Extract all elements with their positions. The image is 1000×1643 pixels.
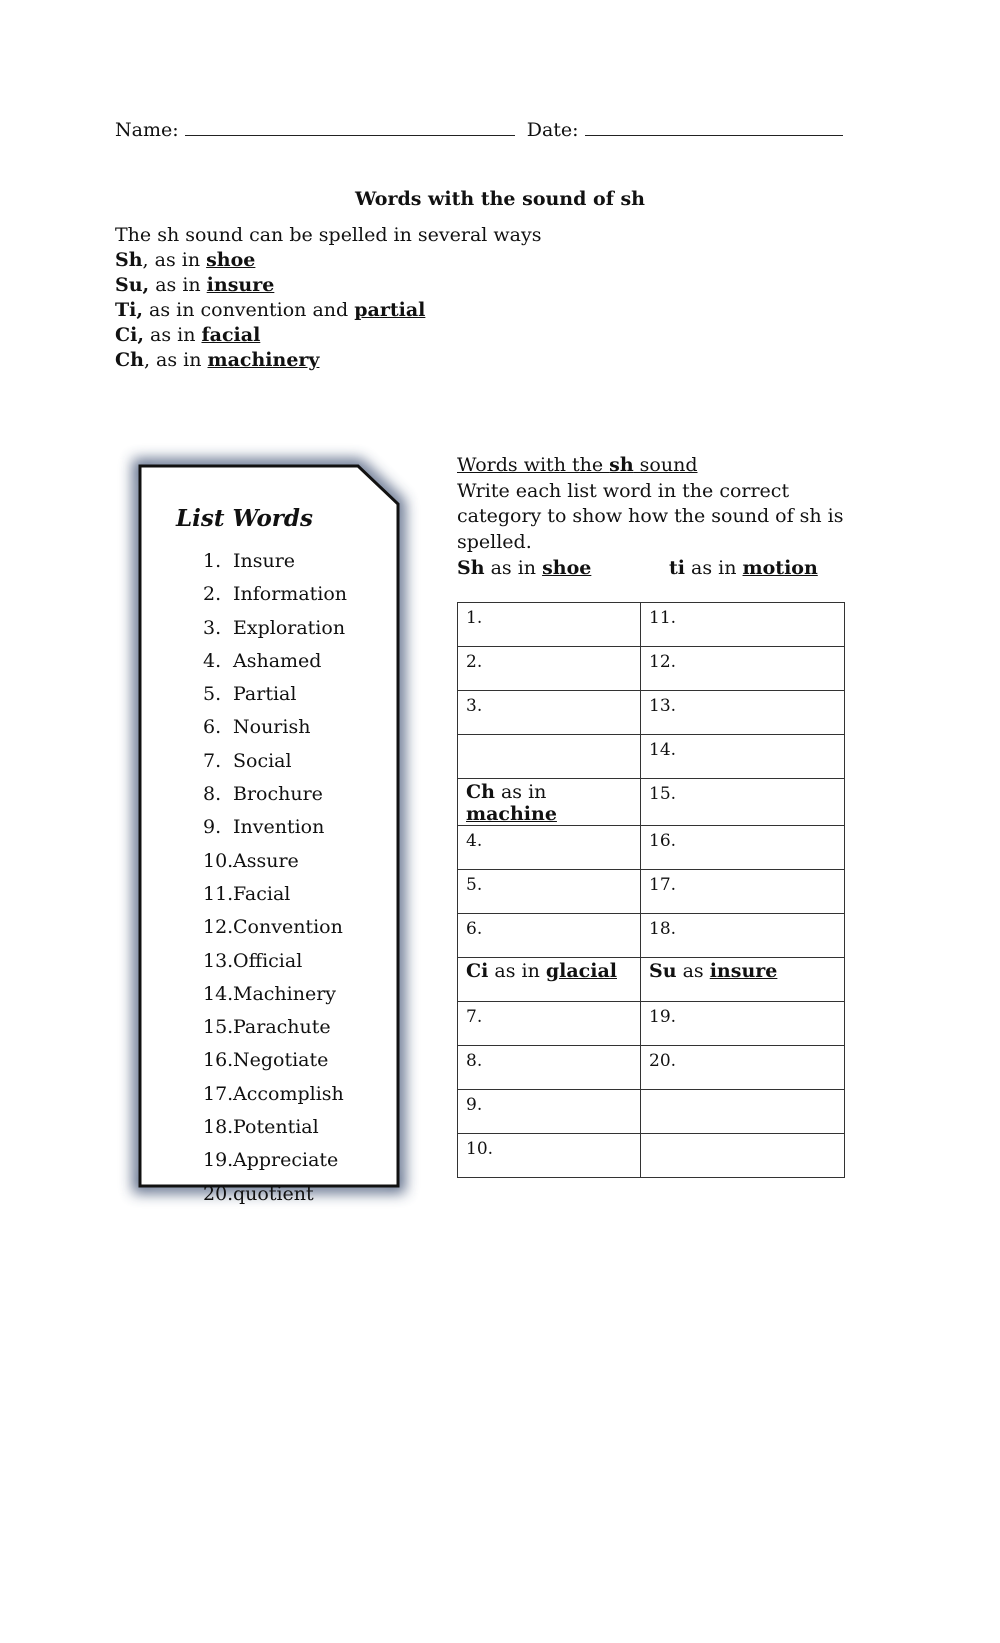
answer-cell[interactable]: 2. (458, 647, 641, 691)
instructions-text: Write each list word in the correct category to show how the sound of sh is spelled. (457, 479, 844, 553)
category-su: Su as insure (641, 958, 845, 1002)
answer-cell[interactable]: 19. (641, 1002, 845, 1046)
list-item-number: 10. (203, 849, 234, 872)
header-line (115, 117, 843, 141)
list-item-number: 11. (203, 882, 234, 905)
answer-cell[interactable] (641, 1134, 845, 1178)
list-item (203, 945, 347, 978)
instructions-heading: Words with the sh sound (457, 454, 698, 476)
list-item-number: 9. (203, 816, 222, 839)
table-row (458, 1090, 845, 1134)
list-words-title: List Words (176, 505, 313, 532)
list-item-number: 15. (203, 1016, 234, 1039)
list-item-word: Official (233, 949, 303, 972)
list-item (203, 745, 347, 778)
answer-cell[interactable]: 6. (458, 914, 641, 958)
answer-cell[interactable]: 15. (641, 779, 845, 826)
list-item-word: Appreciate (233, 1149, 339, 1172)
list-item-word: Convention (233, 916, 343, 939)
answer-cell[interactable]: 5. (458, 870, 641, 914)
date-label: Date: (526, 119, 579, 141)
answer-cell[interactable] (641, 1090, 845, 1134)
list-item-number: 7. (203, 749, 222, 772)
rule-su: Su, as in insure (115, 274, 275, 296)
list-item (203, 711, 347, 744)
list-item-word: Partial (233, 683, 297, 706)
answer-cell[interactable]: 11. (641, 603, 845, 647)
list-item-word: Parachute (233, 1016, 331, 1039)
list-item (203, 1011, 347, 1044)
answer-cell[interactable]: 14. (641, 735, 845, 779)
rule-ci: Ci, as in facial (115, 324, 261, 346)
name-blank[interactable] (185, 117, 515, 136)
table-row (458, 958, 845, 1002)
list-item-word: Potential (233, 1116, 319, 1139)
list-item (203, 1178, 347, 1211)
rule-ch: Ch, as in machinery (115, 349, 320, 371)
list-item-word: Social (233, 749, 292, 772)
list-item (203, 845, 347, 878)
answer-cell[interactable]: 16. (641, 826, 845, 870)
list-item (203, 645, 347, 678)
list-item-number: 12. (203, 916, 234, 939)
list-item-number: 17. (203, 1082, 234, 1105)
answer-cell[interactable]: 9. (458, 1090, 641, 1134)
table-row (458, 779, 845, 826)
table-row (458, 603, 845, 647)
list-item-number: 13. (203, 949, 234, 972)
list-item (203, 1044, 347, 1077)
list-item-number: 20. (203, 1182, 234, 1205)
answer-cell[interactable]: 18. (641, 914, 845, 958)
list-item (203, 878, 347, 911)
list-item-word: Information (233, 583, 348, 606)
list-item-number: 4. (203, 649, 222, 672)
table-row (458, 647, 845, 691)
answer-cell[interactable]: 13. (641, 691, 845, 735)
answer-cell[interactable]: 3. (458, 691, 641, 735)
list-item-word: Facial (233, 882, 291, 905)
list-item (203, 778, 347, 811)
list-item (203, 1144, 347, 1177)
table-row (458, 870, 845, 914)
rule-ti: Ti, as in convention and partial (115, 299, 426, 321)
list-item-word: Exploration (233, 616, 346, 639)
answer-cell[interactable]: 1. (458, 603, 641, 647)
list-item (203, 911, 347, 944)
list-item-word: Accomplish (233, 1082, 344, 1105)
list-item-number: 2. (203, 583, 222, 606)
list-item-word: Machinery (233, 982, 337, 1005)
list-item-word: Negotiate (233, 1049, 329, 1072)
list-item-word: Assure (233, 849, 299, 872)
category-ch: Ch as in machine (458, 779, 641, 826)
table-row (458, 735, 845, 779)
list-item-number: 19. (203, 1149, 234, 1172)
list-item-word: quotient (233, 1182, 314, 1205)
answer-cell[interactable]: 20. (641, 1046, 845, 1090)
answer-cell[interactable]: 7. (458, 1002, 641, 1046)
answer-grid (457, 602, 845, 1178)
list-item (203, 578, 347, 611)
list-item-number: 18. (203, 1116, 234, 1139)
list-item (203, 978, 347, 1011)
list-item-word: Brochure (233, 783, 323, 806)
table-row (458, 691, 845, 735)
category-ci: Ci as in glacial (458, 958, 641, 1002)
answer-cell[interactable]: 4. (458, 826, 641, 870)
list-item-number: 8. (203, 783, 222, 806)
list-item (203, 678, 347, 711)
intro-line: The sh sound can be spelled in several ways (115, 224, 542, 246)
answer-cell[interactable]: 17. (641, 870, 845, 914)
list-item-word: Invention (233, 816, 325, 839)
table-row (458, 1046, 845, 1090)
category-sh: Sh as in shoe (457, 557, 592, 579)
list-item-number: 3. (203, 616, 222, 639)
list-item-number: 16. (203, 1049, 234, 1072)
list-item (203, 1111, 347, 1144)
date-blank[interactable] (585, 117, 843, 136)
category-ti: ti as in motion (669, 557, 818, 579)
table-row (458, 1134, 845, 1178)
word-list (203, 545, 347, 1211)
answer-cell[interactable]: 10. (458, 1134, 641, 1178)
table-row (458, 914, 845, 958)
list-item-number: 5. (203, 683, 222, 706)
intro-block (115, 223, 541, 373)
list-item (203, 545, 347, 578)
answer-cell[interactable] (458, 735, 641, 779)
list-item-number: 6. (203, 716, 222, 739)
list-item-word: Ashamed (233, 649, 322, 672)
instructions (457, 453, 877, 555)
list-item (203, 1078, 347, 1111)
list-item-number: 14. (203, 982, 234, 1005)
list-item-word: Nourish (233, 716, 311, 739)
page-title: Words with the sound of sh (354, 188, 645, 210)
name-label: Name: (115, 119, 179, 141)
answer-cell[interactable]: 12. (641, 647, 845, 691)
rule-sh: Sh, as in shoe (115, 249, 256, 271)
answer-cell[interactable]: 8. (458, 1046, 641, 1090)
table-row (458, 826, 845, 870)
list-item-word: Insure (233, 550, 296, 572)
table-row (458, 1002, 845, 1046)
list-item (203, 612, 347, 645)
list-item (203, 811, 347, 844)
list-item-number: 1. (203, 550, 222, 572)
